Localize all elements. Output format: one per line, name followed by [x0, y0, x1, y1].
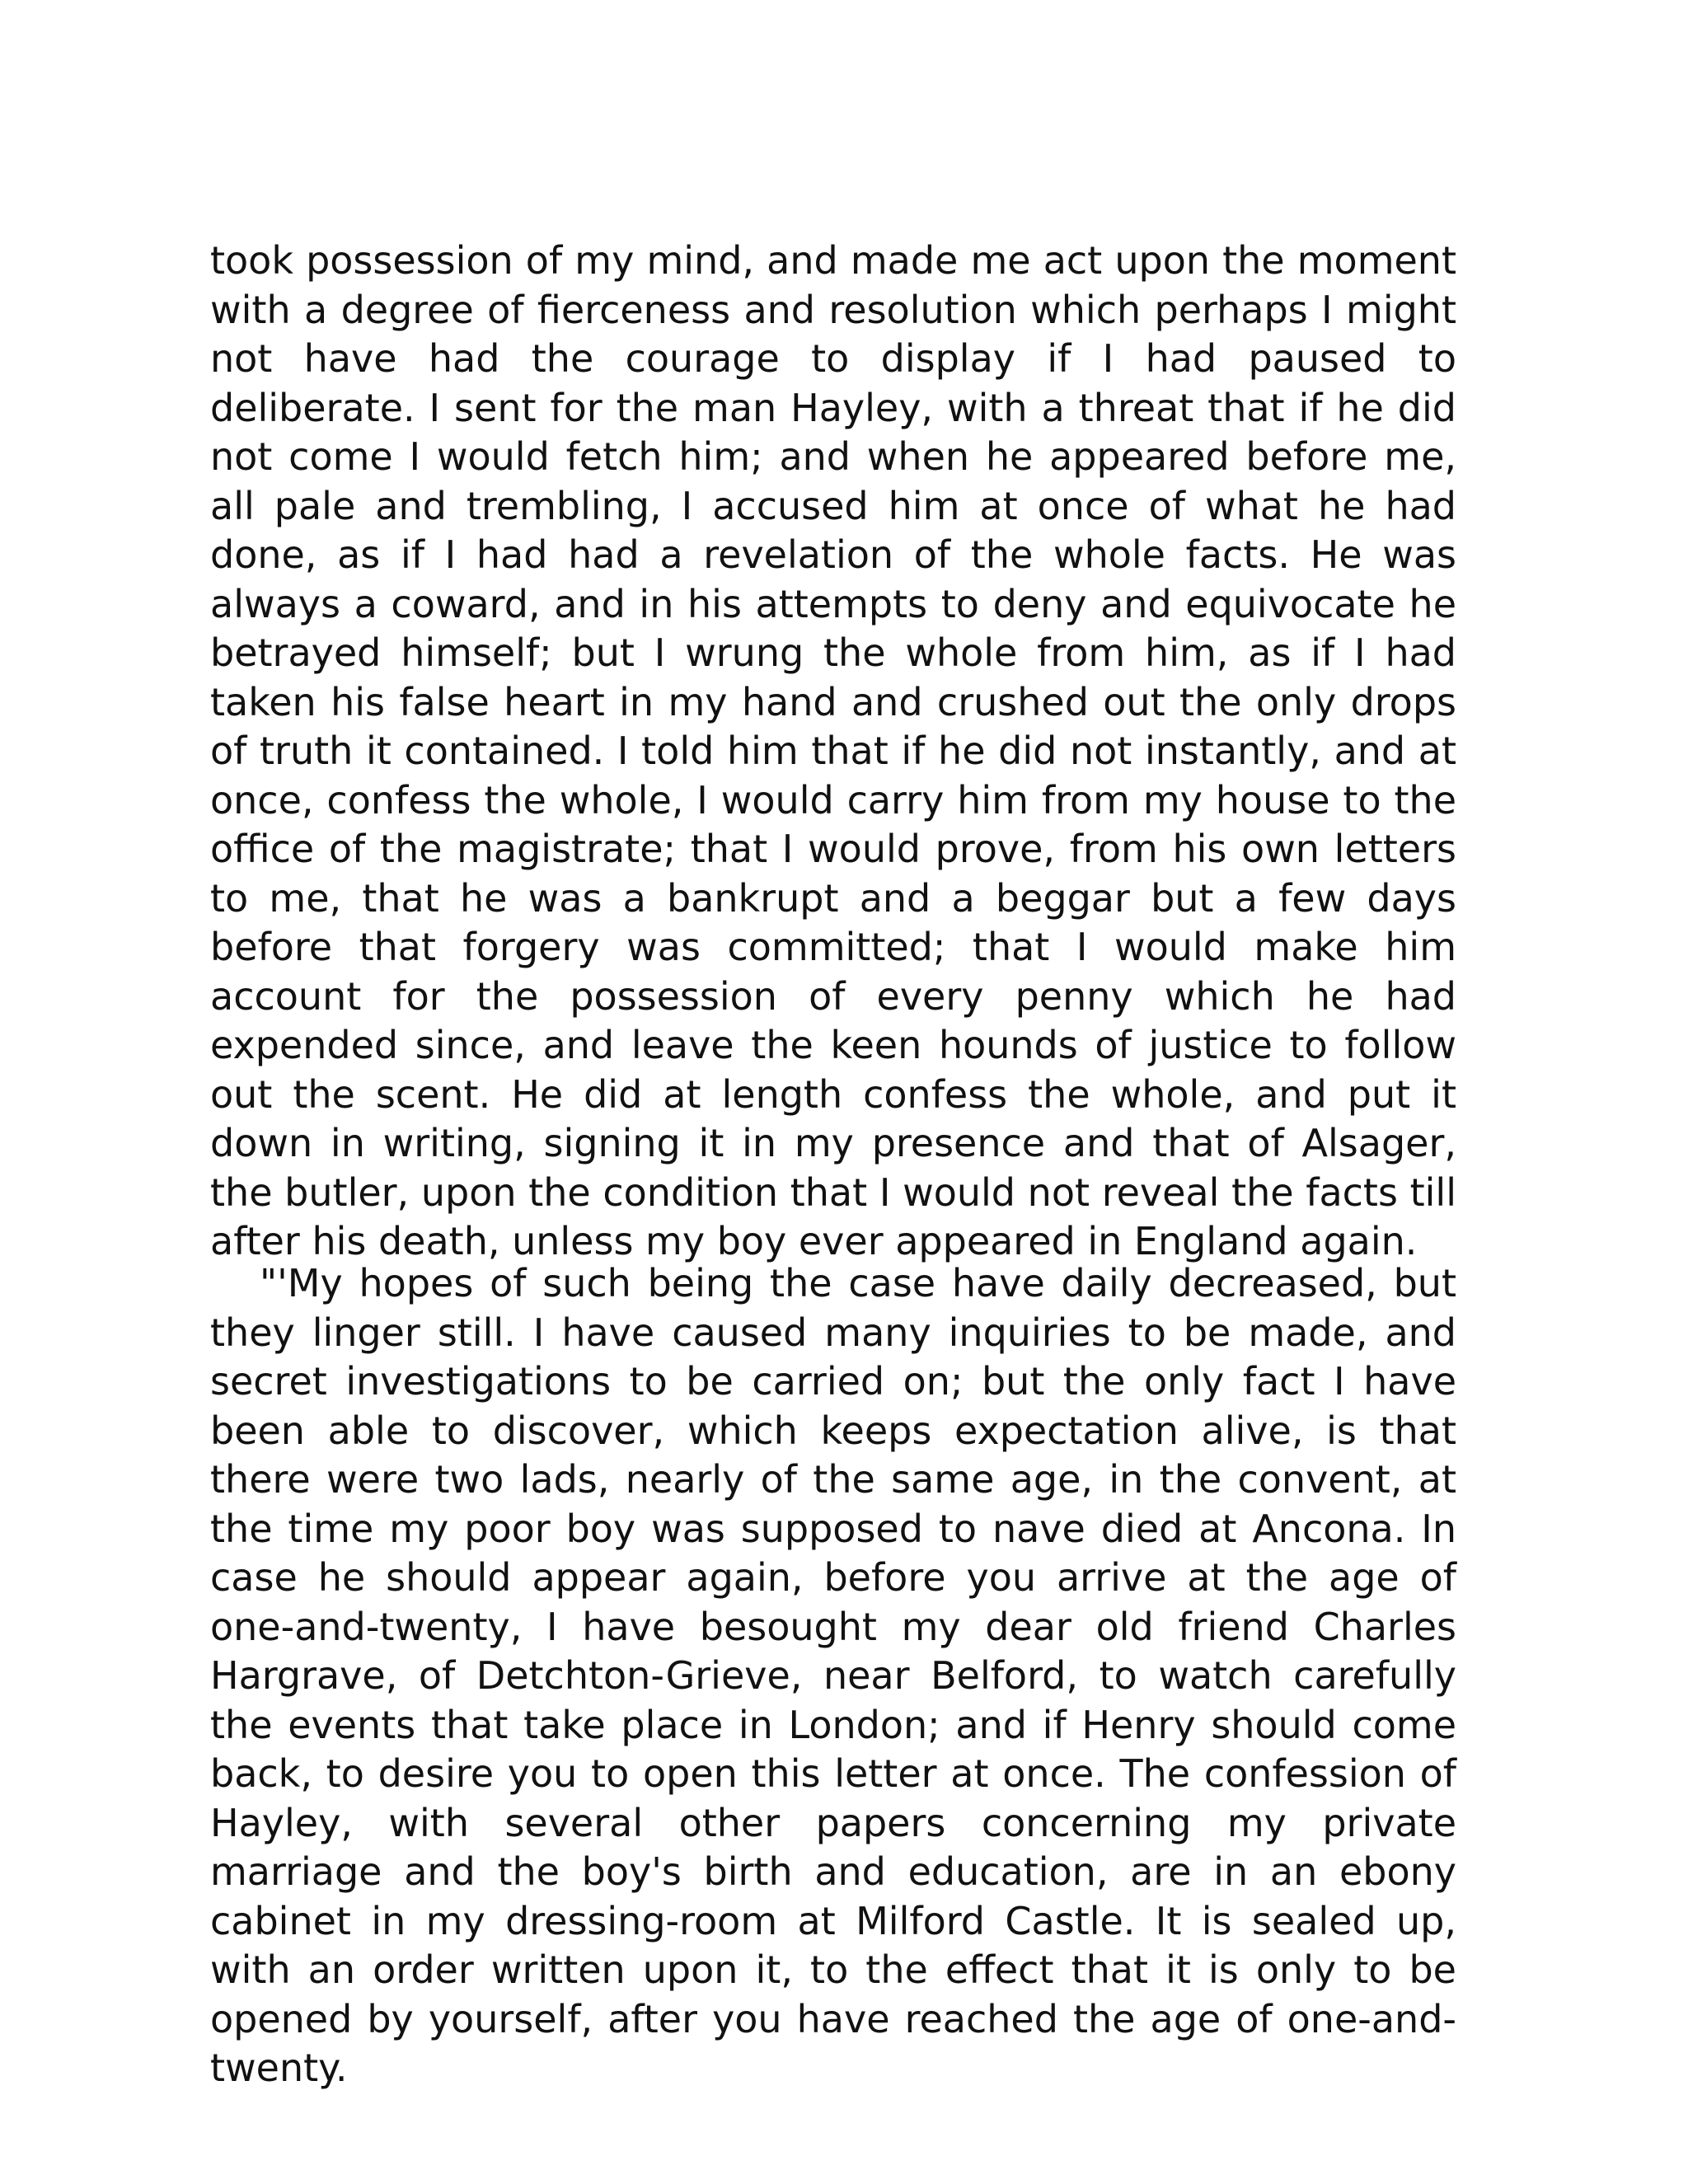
paragraph: "'My hopes of such being the case have daily decreased, but they linger still. I have caused many inquiries to be made, and secret investigations to be carried on; but the only fact I have been able to discover, which keeps expectation alive, is that there were two lads, nearly of the same age, in the convent, at the time my poor boy was supposed to nave died at Ancona. In case he should appear again, before you arrive at the age of one-and-twenty, I have besought my dear old friend Charles Hargrave, of Detchton-Grieve, near Belford, to watch carefully the events that take place in London; and if Henry should come back, to desire you to open this letter at once. The confession of Hayley, with several other papers concerning my private marriage and the boy's birth and education, are in an ebony cabinet in my dressing-room at Milford Castle. It is sealed up, with an order written upon it, to the effect that it is only to be opened by yourself, after you have reached the age of one-and-twenty.	[210, 1261, 1456, 2090]
paragraph: took possession of my mind, and made me act upon the moment with a degree of fierceness and resolution which perhaps I might not have had the courage to display if I had paused to deliberate. I sent for the man Hayley, with a threat that if he did not come I would fetch him; and when he appeared before me, all pale and trembling, I accused him at once of what he had done, as if I had had a revelation of the whole facts. He was always a coward, and in his attempts to deny and equivocate he betrayed himself; but I wrung the whole from him, as if I had taken his false heart in my hand and crushed out the only drops of truth it contained. I told him that if he did not instantly, and at once, confess the whole, I would carry him from my house to the office of the magistrate; that I would prove, from his own letters to me, that he was a bankrupt and a beggar but a few days before that forgery was committed; that I would make him account for the possession of every penny which he had expended since, and leave the keen hounds of justice to follow out the scent. He did at length confess the whole, and put it down in writing, signing it in my presence and that of Alsager, the butler, upon the condition that I would not reveal the facts till after his death, unless my boy ever appeared in England again.	[210, 238, 1456, 1263]
